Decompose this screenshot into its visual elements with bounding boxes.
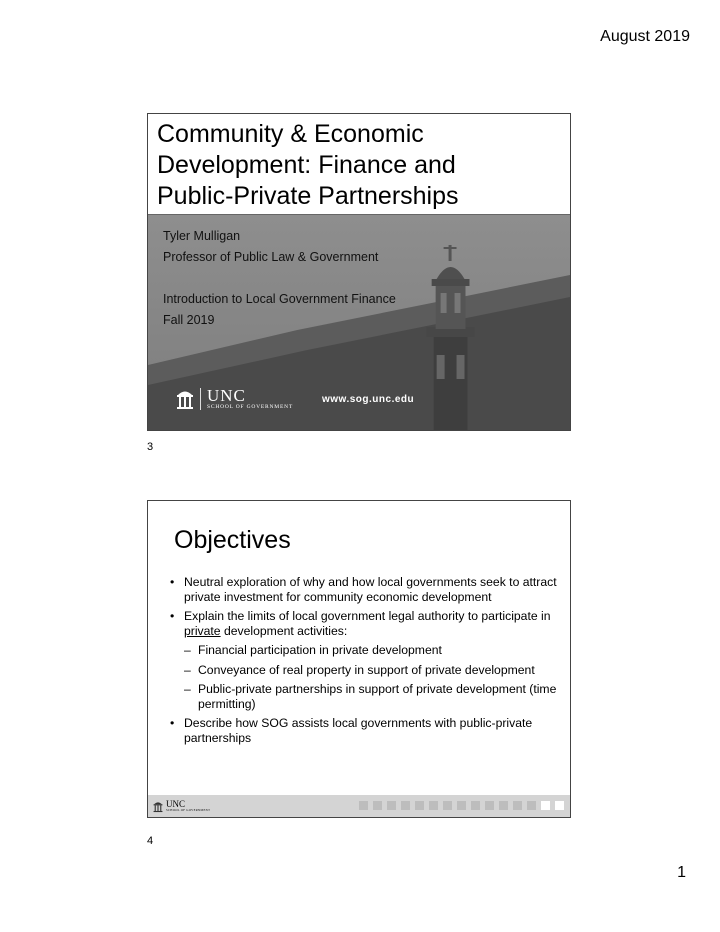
- title-slide: [147, 113, 571, 431]
- bullet-marker: •: [170, 716, 175, 730]
- dash-marker: –: [184, 682, 191, 696]
- logo-unc-text: UNC: [207, 386, 246, 405]
- logo-sog-text: SCHOOL OF GOVERNMENT: [207, 404, 294, 410]
- website-link[interactable]: www.sog.unc.edu: [322, 394, 415, 405]
- footer-unc-logo: [153, 800, 210, 813]
- course-term: Fall 2019: [163, 313, 215, 327]
- presenter-role: Professor of Public Law & Government: [163, 250, 379, 264]
- dash-marker: –: [184, 662, 191, 677]
- title-line-3: Public-Private Partnerships: [157, 182, 459, 210]
- title-line-1: Community & Economic: [157, 120, 424, 148]
- bullet-marker: •: [170, 609, 175, 623]
- objectives-slide: [147, 500, 571, 818]
- sub-list-item: – Financial participation in private development: [184, 643, 442, 657]
- slide-footer: [148, 795, 570, 817]
- presenter-name: Tyler Mulligan: [163, 229, 241, 243]
- slide-number-4: 4: [147, 835, 154, 847]
- slide-title: Objectives: [174, 526, 291, 554]
- footer-sog-text: SCHOOL OF GOVERNMENT: [166, 808, 211, 812]
- page-number: 1: [677, 864, 686, 881]
- decorative-squares: [359, 801, 564, 810]
- dash-marker: –: [184, 643, 191, 657]
- title-line-2: Development: Finance and: [157, 151, 456, 179]
- old-well-icon: [153, 800, 163, 813]
- slide-number-3: 3: [147, 441, 154, 453]
- footer-unc-text: UNC: [166, 799, 186, 809]
- header-date: August 2019: [600, 28, 690, 45]
- presenter-info: [163, 226, 396, 331]
- list-item: • Describe how SOG assists local governments with public-private partnerships: [170, 716, 533, 745]
- underlined-word: private: [184, 623, 221, 638]
- sub-list-item: – Conveyance of real property in support of private development: [184, 662, 535, 677]
- bullet-list: [170, 575, 560, 750]
- course-name: Introduction to Local Government Finance: [163, 292, 396, 306]
- slide-title: [157, 119, 570, 212]
- title-box: [148, 114, 570, 215]
- list-item: • Explain the limits of local government legal authority to participate in private development activities:: [170, 609, 551, 638]
- list-item: • Neutral exploration of why and how local governments seek to attract private investment for community economic development: [170, 575, 557, 604]
- sub-list-item: – Public-private partnerships in support of private development (time permitting): [184, 682, 557, 711]
- unc-logo: [176, 386, 293, 412]
- bullet-marker: •: [170, 575, 175, 589]
- old-well-icon: [176, 388, 194, 410]
